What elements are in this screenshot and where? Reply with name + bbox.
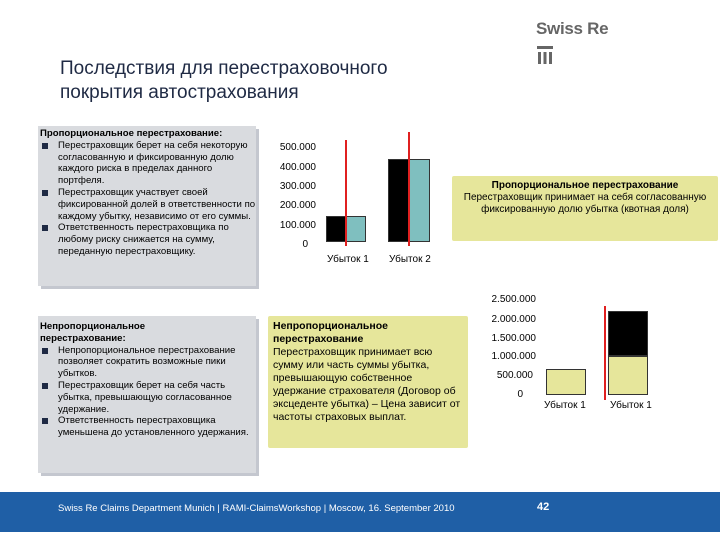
bullet-icon — [42, 383, 48, 389]
brand-logo: Swiss Re — [536, 19, 609, 38]
y-tick-label: 0 — [302, 239, 308, 250]
list-item — [40, 187, 256, 222]
y-tick-label: 2.500.000 — [491, 294, 536, 305]
page-number: 42 — [537, 501, 550, 513]
y-tick-label: 0 — [517, 389, 523, 400]
bullet-text: Ответственность перестраховщика уменьшена до установленного удержания. — [58, 415, 249, 439]
y-tick-label: 500.000 — [496, 370, 533, 381]
callout-body: Перестраховщик принимает всю сумму или часть суммы убытка, превышающую собственное удержание страхователя (Договор об эксцеденте убытка) – Цена зависит от частоты страховых выплат. — [273, 346, 461, 423]
bar-loss1b-retention — [608, 356, 648, 395]
y-tick-label: 2.000.000 — [491, 314, 536, 325]
bullet-icon — [42, 143, 48, 149]
y-tick-label: 200.000 — [279, 200, 316, 211]
bullet-icon — [42, 225, 48, 231]
x-category-label: Убыток 1 — [610, 400, 652, 411]
bullet-text: Перестраховщик берет на себя некоторую согласованную и фиксированную долю каждого риска в пределах данного портфеля. — [58, 139, 248, 187]
bullet-icon — [42, 348, 48, 354]
y-tick-label: 100.000 — [279, 220, 316, 231]
list-item — [40, 415, 256, 439]
retention-line — [408, 132, 410, 246]
page-title-line-1: Последствия для перестраховочного — [60, 58, 388, 79]
proportional-info-box — [38, 126, 256, 286]
y-tick-label: 1.000.000 — [491, 351, 536, 362]
bar-loss2-retention — [409, 159, 430, 242]
nonproportional-callout — [268, 316, 468, 448]
callout-heading: Непропорциональное перестрахование — [273, 320, 388, 345]
bar-loss1b-reinsurer — [608, 311, 648, 356]
x-category-label: Убыток 1 — [544, 400, 586, 411]
retention-line — [604, 306, 606, 400]
list-item — [40, 140, 256, 187]
proportional-callout — [452, 176, 718, 241]
bullet-text: Непропорциональное перестрахование позволяет сократить возможные пики убытков. — [58, 344, 236, 380]
bullet-icon — [42, 418, 48, 424]
y-tick-label: 400.000 — [279, 162, 316, 173]
bullet-text: Перестраховщик берет на себя часть убытка, превышающую согласованное удержание. — [58, 379, 232, 415]
nonproportional-heading-line-1: Непропорциональное — [40, 321, 146, 332]
bar-loss2-reinsurer — [388, 159, 409, 242]
bar-loss1-retention — [546, 369, 586, 395]
bar-loss1-retention — [346, 216, 366, 242]
bullet-icon — [42, 190, 48, 196]
nonproportional-heading-line-2: перестрахование: — [40, 332, 126, 344]
page-title-line-2: покрытия автострахования — [60, 82, 299, 103]
callout-heading: Пропорциональное перестрахование — [491, 180, 679, 191]
bar-loss1-reinsurer — [326, 216, 346, 242]
x-category-label: Убыток 1 — [327, 254, 369, 265]
list-item — [40, 222, 256, 257]
y-tick-label: 300.000 — [279, 181, 316, 192]
bullet-text: Перестраховщик участвует своей фиксированной долей в ответственности по каждому убытку, независимо от его суммы. — [58, 186, 256, 222]
proportional-bullet-list — [40, 140, 256, 258]
swiss-re-mark-icon — [537, 46, 553, 64]
y-tick-label: 1.500.000 — [491, 333, 536, 344]
footer-bar — [0, 492, 720, 532]
callout-body: Перестраховщик принимает на себя согласованную фиксированную долю убытка (квотная доля) — [463, 192, 707, 215]
bullet-text: Ответственность перестраховщика по любому риску снижается на сумму, переданную перестраховщику. — [58, 222, 229, 257]
list-item — [40, 380, 256, 415]
footer-text: Swiss Re Claims Department Munich | RAMI-ClaimsWorkshop | Moscow, 16. September 2010 — [58, 503, 455, 514]
nonproportional-info-box — [38, 316, 256, 473]
x-category-label: Убыток 2 — [389, 254, 431, 265]
proportional-heading: Пропорциональное перестрахование: — [40, 128, 223, 139]
y-tick-label: 500.000 — [279, 142, 316, 153]
retention-line — [345, 140, 347, 246]
nonproportional-bullet-list — [40, 345, 256, 439]
page-title — [60, 57, 500, 105]
list-item — [40, 345, 256, 380]
